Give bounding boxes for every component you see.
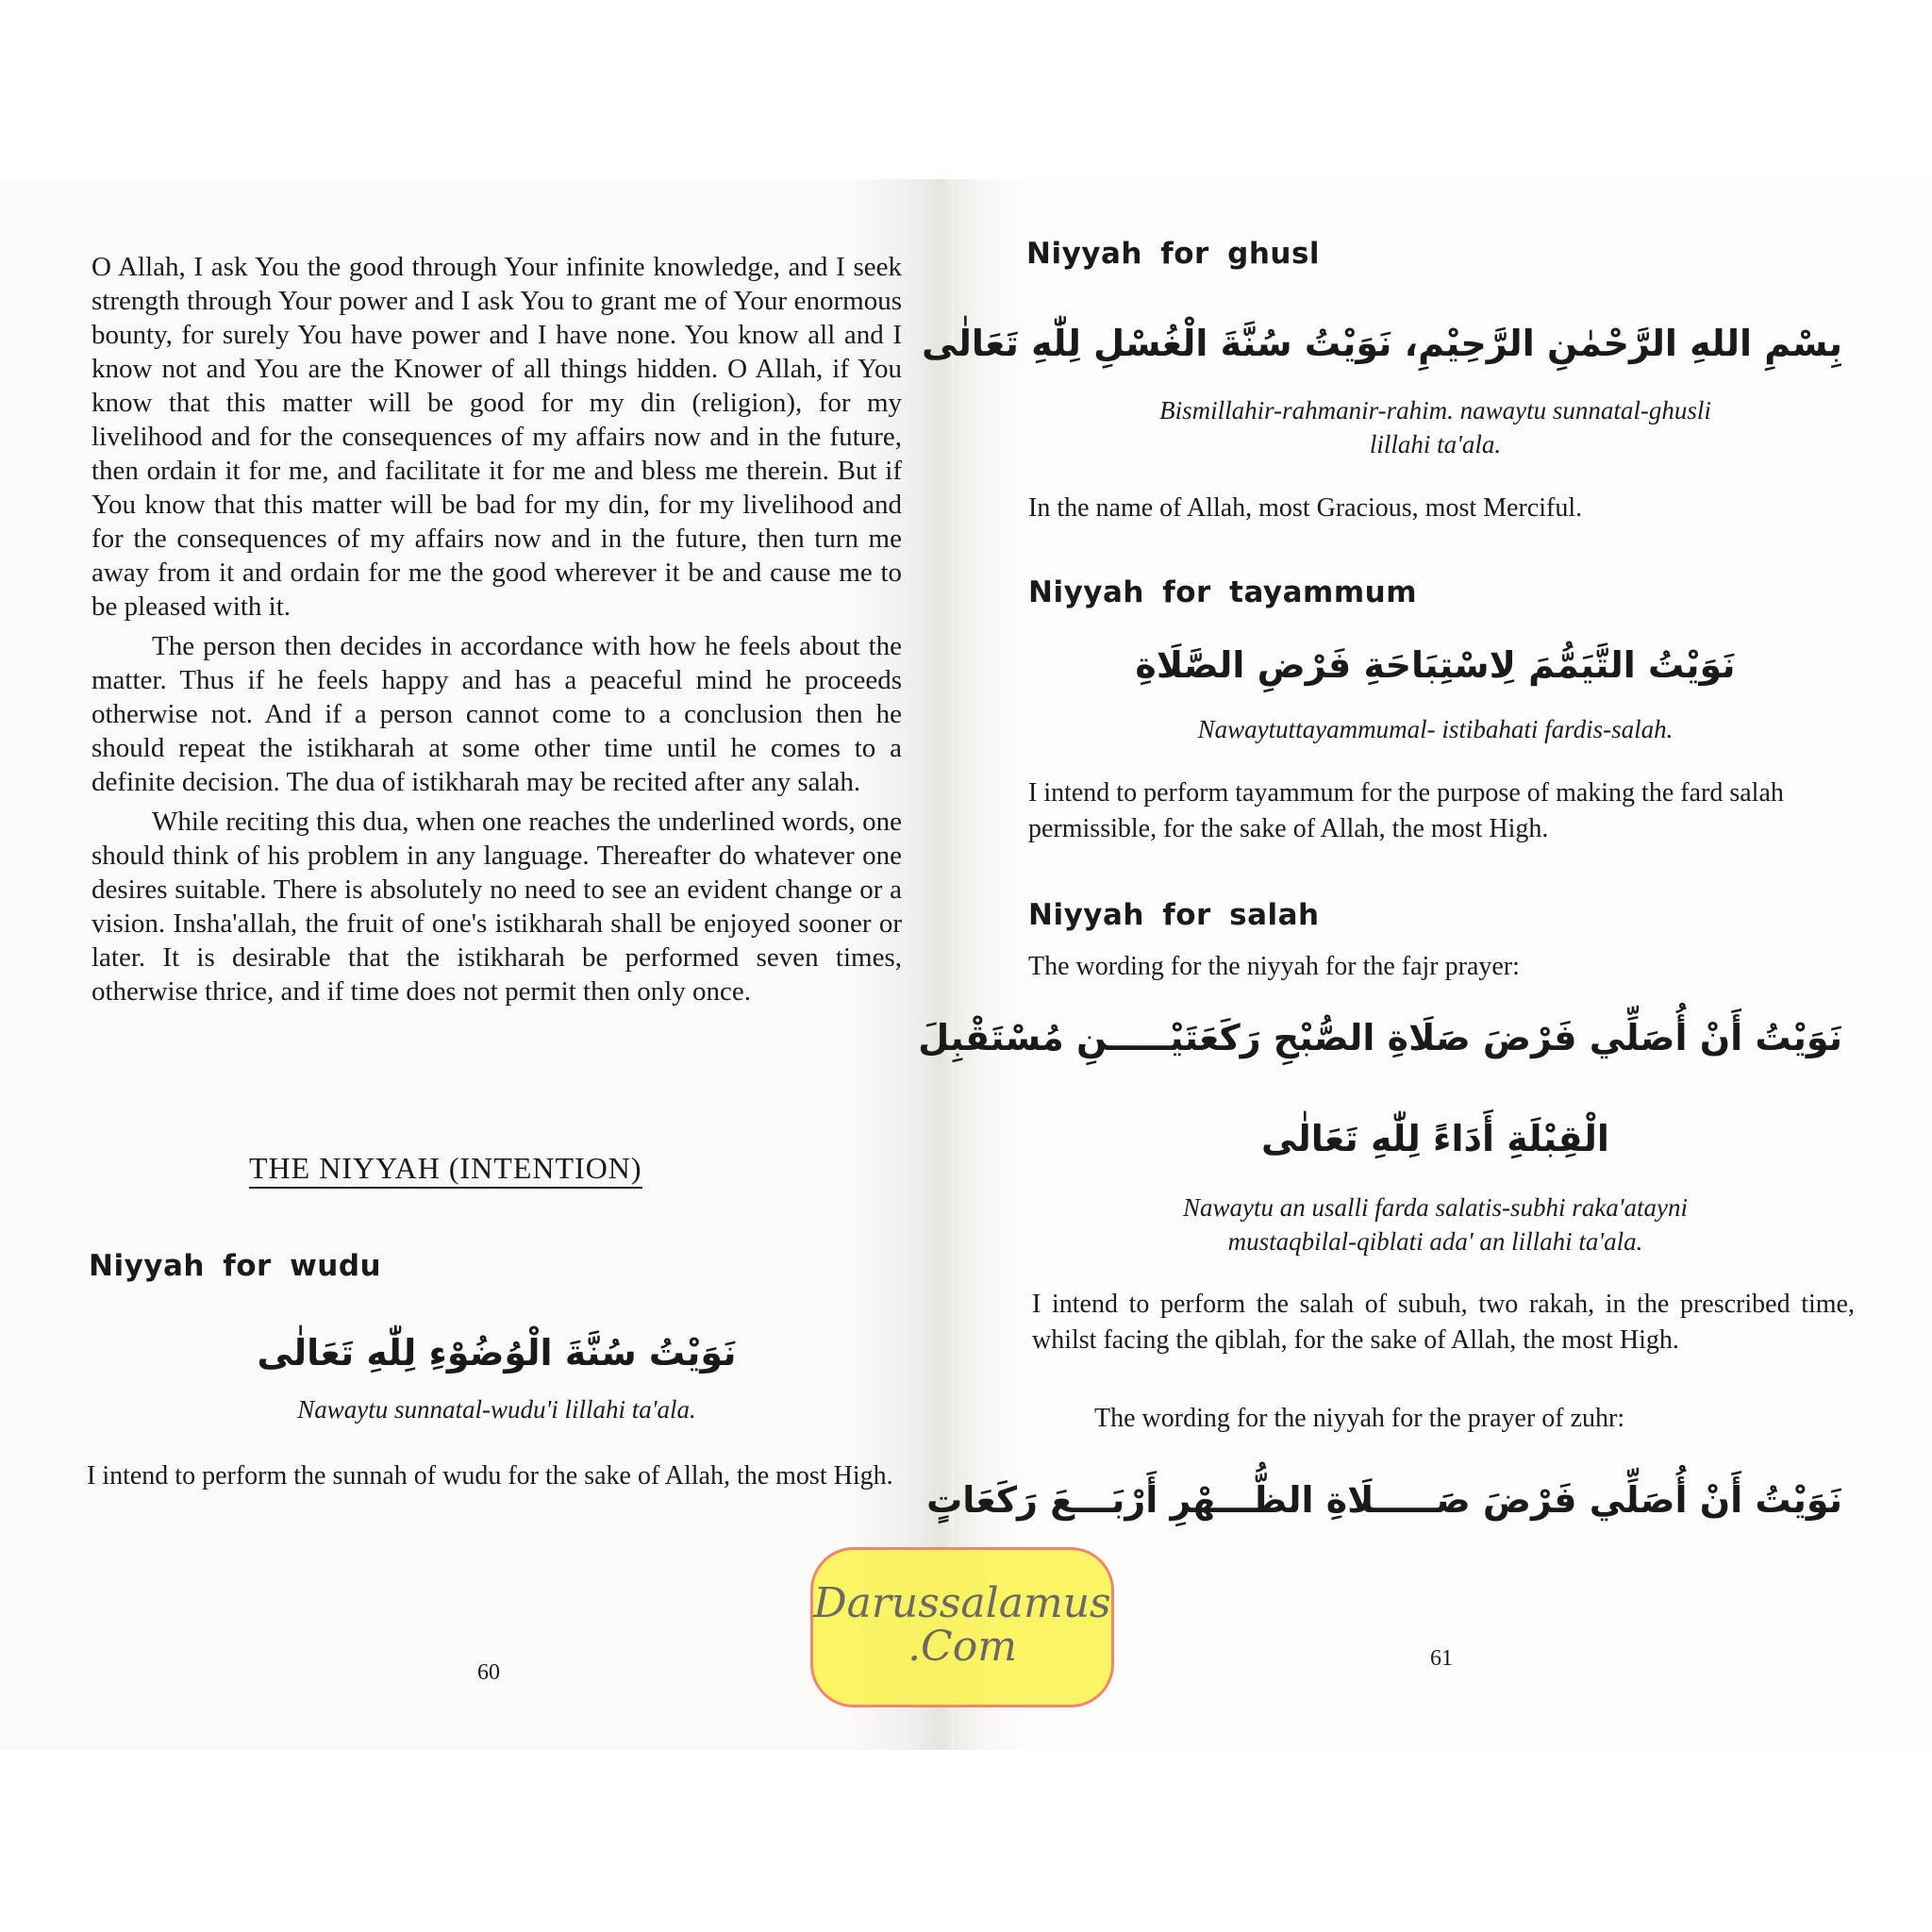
right-page (918, 179, 1932, 1750)
transliteration-wudu: Nawaytu sunnatal-wudu'i lillahi ta'ala. (297, 1395, 696, 1424)
transliteration-ghusl: Bismillahir-rahmanir-rahim. nawaytu sunnatal-ghusli lillahi ta'ala. (1159, 396, 1711, 458)
arabic-wudu: نَوَيْتُ سُنَّةَ الْوُضُوْءِ لِلّٰهِ تَعَالٰى (257, 1332, 737, 1374)
heading-tayammum: Niyyah for tayammum (1028, 575, 1418, 609)
book-spread (0, 179, 1932, 1750)
arabic-fajr-line-2: الْقِبْلَةِ أَدَاءً لِلّٰهِ تَعَالٰى (1261, 1118, 1609, 1159)
paragraph: While reciting this dua, when one reaches the underlined words, one should think of his problem in any language. Thereafter do whatever one desires suitable. There is absolutely no need to see an evident change or a vision. Insha'allah, the fruit of one's istikharah shall be enjoyed sooner or later. It is desirable that the istikharah be performed seven times, otherwise thrice, and if time does not permit then only once. (92, 807, 902, 1007)
translation-wudu: I intend to perform the sunnah of wudu for the sake of Allah, the most High. (87, 1461, 893, 1491)
arabic-zuhr: نَوَيْتُ أَنْ أُصَلِّي فَرْضَ صَـــــلَاةِ الظُّـــهْرِ أَرْبَـــعَ رَكَعَاتٍ (926, 1479, 1842, 1521)
heading-ghusl: Niyyah for ghusl (1026, 237, 1321, 271)
translation-fajr: I intend to perform the salah of subuh, two rakah, in the prescribed time, whilst facing the qiblah, for the sake of Allah, the most High. (1032, 1290, 1855, 1355)
translation-ghusl: In the name of Allah, most Gracious, most Merciful. (1028, 493, 1583, 523)
transliteration-fajr: Nawaytu an usalli farda salatis-subhi raka'atayni mustaqbilal-qiblati ada' an lillahi ta'ala. (1182, 1193, 1689, 1256)
paragraph: O Allah, I ask You the good through Your infinite knowledge, and I seek strength through Your power and I ask You to grant me of Your enormous bounty, for surely You have power and I have none. You know all and I know not and You are the Knower of all things hidden. O Allah, if You know that this matter will be good for my din (religion), for my livelihood and for the consequences of my affairs now and in the future, then ordain it for me, and facilitate it for me and bless me therein. But if You know that this matter will be bad for my din, for my livelihood and for the consequences of my affairs now and in the future, then turn me away from it and ordain for me the good wherever it be and cause me to be pleased with it. (92, 252, 902, 622)
transliteration-tayammum: Nawaytuttayammumal- istibahati fardis-salah. (1197, 715, 1674, 743)
paragraph: The person then decides in accordance with how he feels about the matter. Thus if he feels happy and has a peaceful mind he proceeds otherwise not. And if a person cannot come to a conclusion then he should repeat the istikharah at some other time until he comes to a definite decision. The dua of istikharah may be recited after any salah. (92, 631, 902, 797)
istikharah-dua-text (92, 250, 902, 1008)
arabic-tayammum: نَوَيْتُ التَّيَمُّمَ لِاسْتِبَاحَةِ فَرْضِ الصَّلَاةِ (1135, 644, 1736, 686)
page-number: 60 (477, 1660, 500, 1685)
section-title: THE NIYYAH (INTENTION) (249, 1151, 642, 1186)
intro-zuhr: The wording for the niyyah for the prayer of zuhr: (1094, 1404, 1625, 1433)
heading-salah: Niyyah for salah (1028, 898, 1320, 932)
left-page (0, 179, 955, 1750)
page-number: 61 (1430, 1646, 1453, 1671)
watermark-logo: Darussalamus .Com (810, 1547, 1114, 1707)
arabic-fajr-line-1: نَوَيْتُ أَنْ أُصَلِّي فَرْضَ صَلَاةِ الصُّبْحِ رَكَعَتَيْـــــنِ مُسْتَقْبِلَ (918, 1017, 1842, 1058)
intro-fajr: The wording for the niyyah for the fajr prayer: (1028, 952, 1520, 981)
heading-wudu: Niyyah for wudu (89, 1249, 382, 1283)
translation-tayammum: I intend to perform tayammum for the purpose of making the fard salah permissible, for the sake of Allah, the most High. (1028, 778, 1784, 843)
arabic-ghusl: بِسْمِ اللهِ الرَّحْمٰنِ الرَّحِيْمِ، نَوَيْتُ سُنَّةَ الْغُسْلِ لِلّٰهِ تَعَالٰى (922, 323, 1842, 364)
